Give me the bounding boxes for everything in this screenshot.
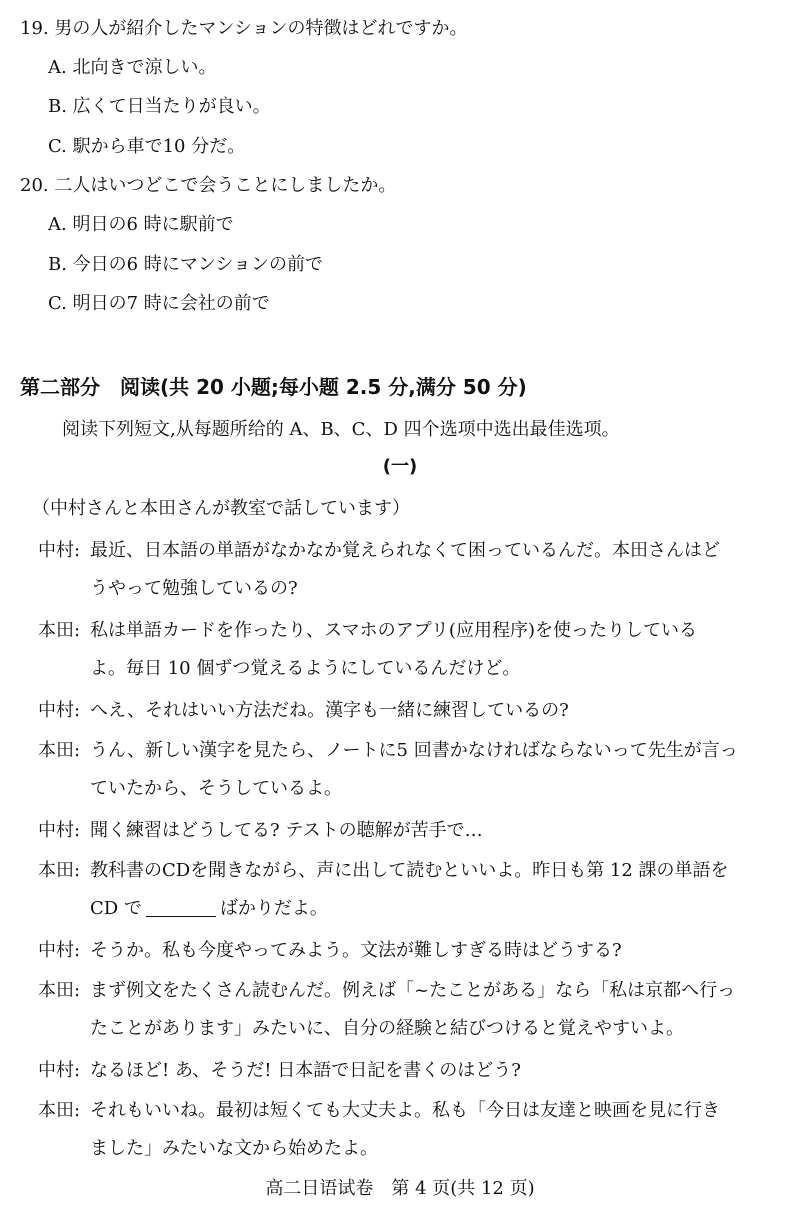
speech-text bbox=[90, 932, 782, 970]
speaker-label: 本田: bbox=[38, 620, 81, 641]
speaker-label: 本田: bbox=[38, 860, 81, 881]
speech-text bbox=[90, 1052, 782, 1090]
speaker-label: 中村: bbox=[38, 540, 81, 561]
page-footer: 高二日语试卷 第 4 页(共 12 页) bbox=[265, 1178, 535, 1199]
speech-line: へえ、それはいい方法だね。漢字も一緒に練習しているの? bbox=[90, 700, 569, 721]
speech-line: ました」みたいな文から始めたよ。 bbox=[90, 1138, 378, 1159]
speech-text bbox=[90, 1092, 782, 1168]
section-title: 第二部分 阅读(共 20 小题;每小题 2.5 分,满分 50 分) bbox=[20, 375, 527, 399]
speech-line: 聞く練習はどうしてる? テストの聴解が苦手で… bbox=[90, 820, 483, 841]
question-20-option-b: B. 今日の6 時にマンションの前で bbox=[48, 254, 324, 275]
question-19-option-c: C. 駅から車で10 分だ。 bbox=[48, 136, 246, 157]
speech-line: まず例文をたくさん読むんだ。例えば「~たことがある」なら「私は京都へ行っ bbox=[90, 980, 736, 1001]
speech-text bbox=[90, 732, 782, 808]
speech-text bbox=[90, 692, 782, 730]
question-20-stem: 20. 二人はいつどこで会うことにしましたか。 bbox=[20, 175, 397, 196]
speech-line: それもいいね。最初は短くても大丈夫よ。私も「今日は友達と映画を見に行き bbox=[90, 1100, 720, 1121]
blank-suffix: ばかりだよ。 bbox=[219, 898, 328, 919]
speech-line: うやって勉強しているの? bbox=[90, 578, 298, 599]
speech-line: よ。毎日 10 個ずつ覚えるようにしているんだけど。 bbox=[90, 658, 521, 679]
question-19-option-a: A. 北向きで涼しい。 bbox=[48, 57, 217, 78]
speaker-label: 本田: bbox=[38, 740, 81, 761]
speech-text bbox=[90, 532, 782, 608]
speech-text bbox=[90, 812, 782, 850]
speech-text bbox=[90, 972, 782, 1048]
passage-number: (一) bbox=[382, 456, 418, 477]
speaker-label: 本田: bbox=[38, 980, 81, 1001]
question-20-option-a: A. 明日の6 時に駅前で bbox=[48, 214, 234, 235]
speech-line: うん、新しい漢字を見たら、ノートに5 回書かなければならないって先生が言っ bbox=[90, 740, 738, 761]
speech-text bbox=[90, 612, 782, 688]
speaker-label: 中村: bbox=[38, 700, 81, 721]
speaker-label: 中村: bbox=[38, 940, 81, 961]
question-19-option-b: B. 広くて日当たりが良い。 bbox=[48, 96, 271, 117]
speech-line: そうか。私も今度やってみよう。文法が難しすぎる時はどうする? bbox=[90, 940, 622, 961]
section-instruction: 阅读下列短文,从每题所给的 A、B、C、D 四个选项中选出最佳选项。 bbox=[62, 419, 620, 440]
blank-prefix: CD で bbox=[90, 898, 142, 919]
speech-line: 私は単語カードを作ったり、スマホのアプリ(应用程序)を使ったりしている bbox=[90, 620, 697, 641]
speech-line: たことがあります」みたいに、自分の経験と結びつけると覚えやすいよ。 bbox=[90, 1018, 684, 1039]
speech-text bbox=[90, 852, 782, 928]
speech-line: 教科書のCDを聞きながら、声に出して読むといいよ。昨日も第 12 課の単語を bbox=[90, 860, 729, 881]
dialogue-setting: （中村さんと本田さんが教室で話しています） bbox=[32, 498, 410, 519]
speaker-label: 本田: bbox=[38, 1100, 81, 1121]
speech-line-with-blank bbox=[90, 890, 782, 928]
speaker-label: 中村: bbox=[38, 820, 81, 841]
question-19-stem: 19. 男の人が紹介したマンションの特徴はどれですか。 bbox=[20, 18, 468, 39]
speech-line: ていたから、そうしているよ。 bbox=[90, 778, 342, 799]
question-20-option-c: C. 明日の7 時に会社の前で bbox=[48, 293, 270, 314]
speech-line: なるほど! あ、そうだ! 日本語で日記を書くのはどう? bbox=[90, 1060, 521, 1081]
fill-in-blank bbox=[146, 898, 216, 917]
speaker-label: 中村: bbox=[38, 1060, 81, 1081]
speech-line: 最近、日本語の単語がなかなか覚えられなくて困っているんだ。本田さんはど bbox=[90, 540, 720, 561]
